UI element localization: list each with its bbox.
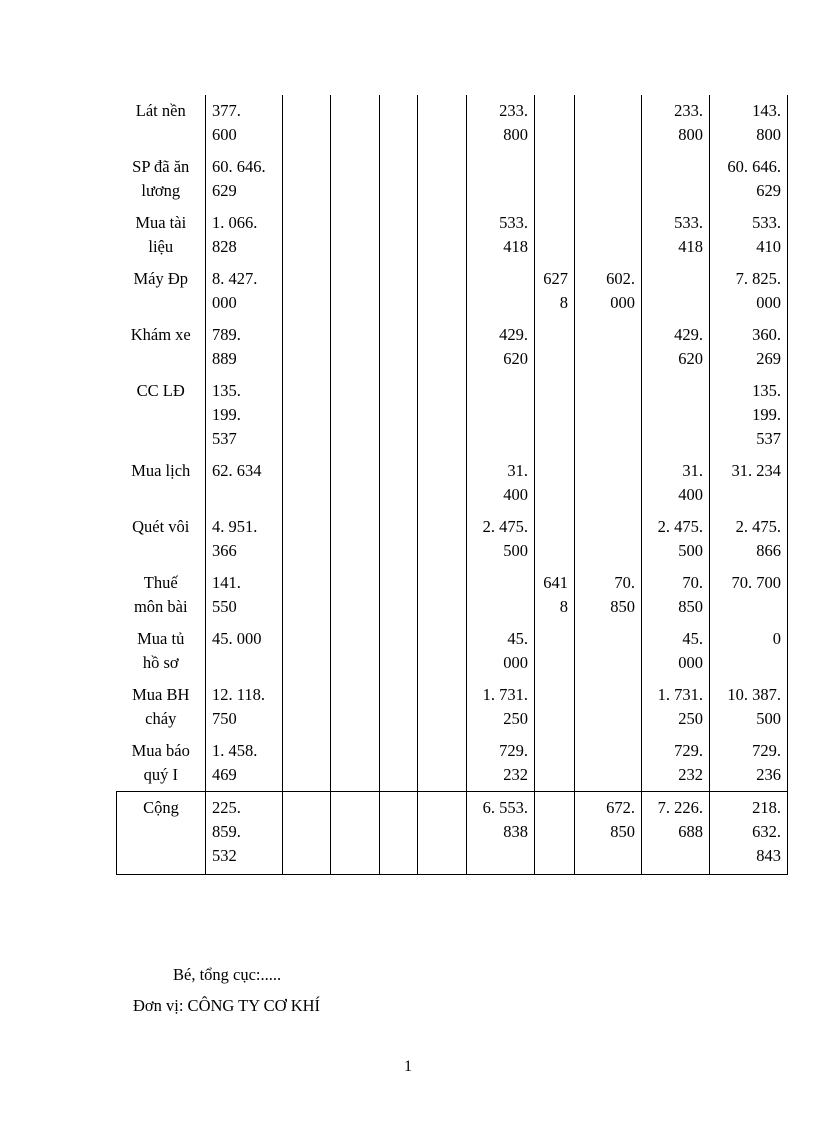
value-cell [380,375,418,455]
cell-line: 7. 825. [735,269,781,288]
value-cell [467,735,535,792]
value-cell [575,679,642,735]
cell-line: Quét vôi [132,517,190,536]
cell-line: 838 [503,822,528,841]
cell-line: 688 [678,822,703,841]
value-cell [380,95,418,151]
value-cell [710,567,788,623]
value-cell [710,319,788,375]
cell-line: 600 [212,125,237,144]
cell-line: 45. 000 [212,629,262,648]
cell-line: 269 [756,349,781,368]
value-cell [467,95,535,151]
cell-line: 729. [752,741,781,760]
cell-line: 135. [752,381,781,400]
cell-line: 225. [212,798,241,817]
value-cell [418,95,467,151]
row-label-cell [117,95,206,151]
cell-line: Mua tủ [137,629,185,648]
cell-line: 533. [499,213,528,232]
total-row [117,792,788,875]
cell-line: 537 [756,429,781,448]
cell-line: 629 [212,181,237,200]
ledger-body [117,95,788,875]
cell-line: 828 [212,237,237,256]
value-cell [331,151,380,207]
table-row [117,623,788,679]
value-cell [283,792,331,875]
cell-line: 889 [212,349,237,368]
cell-line: 850 [610,597,635,616]
value-cell [575,511,642,567]
cell-line: 143. [752,101,781,120]
value-cell [331,455,380,511]
value-cell [710,455,788,511]
value-cell [642,455,710,511]
cell-line: quý I [143,765,178,784]
cell-line: 60. 646. [212,157,266,176]
value-cell [467,375,535,455]
value-cell [642,151,710,207]
cell-line: 000 [678,653,703,672]
cell-line: 843 [756,846,781,865]
value-cell [642,95,710,151]
cell-line: 629 [756,181,781,200]
cell-line: 500 [678,541,703,560]
value-cell [331,792,380,875]
value-cell [535,679,575,735]
cell-line: 1. 731. [657,685,703,704]
value-cell [380,679,418,735]
cell-line: 45. [682,629,703,648]
table-row [117,207,788,263]
value-cell [283,567,331,623]
cell-line: SP đã ăn [132,157,190,176]
cell-line: cháy [145,709,177,728]
table-row [117,567,788,623]
value-cell [331,95,380,151]
cell-line: 2. 475. [482,517,528,536]
cell-line: 400 [678,485,703,504]
value-cell [575,375,642,455]
value-cell [467,679,535,735]
value-cell [575,735,642,792]
row-label-cell [117,679,206,735]
value-cell [575,207,642,263]
table-row [117,679,788,735]
value-cell [575,95,642,151]
value-cell [331,207,380,263]
cell-line: 620 [678,349,703,368]
value-cell [418,623,467,679]
cell-line: Thuế [143,573,178,592]
value-cell [206,567,283,623]
cell-line: 1. 731. [482,685,528,704]
value-cell [535,792,575,875]
cell-line: 729. [674,741,703,760]
cell-line: 8 [559,293,568,312]
value-cell [206,375,283,455]
cell-line: 469 [212,765,237,784]
value-cell [535,263,575,319]
cell-line: 31. [507,461,528,480]
row-label-cell [117,455,206,511]
value-cell [380,455,418,511]
value-cell [467,455,535,511]
value-cell [380,792,418,875]
table-row [117,735,788,792]
cell-line: Khám xe [130,325,191,344]
value-cell [575,792,642,875]
value-cell [642,319,710,375]
cell-line: 0 [772,629,781,648]
cell-line: 236 [756,765,781,784]
cell-line: 627 [543,269,568,288]
value-cell [710,511,788,567]
cell-line: 6. 553. [482,798,528,817]
value-cell [380,567,418,623]
value-cell [206,207,283,263]
value-cell [535,623,575,679]
cell-line: 850 [678,597,703,616]
table-row [117,319,788,375]
cell-line: 620 [503,349,528,368]
value-cell [283,207,331,263]
cell-line: 199. [212,405,241,424]
table-row [117,375,788,455]
cell-line: 429. [674,325,703,344]
value-cell [418,735,467,792]
cell-line: 800 [503,125,528,144]
cell-line: 8 [559,597,568,616]
value-cell [642,735,710,792]
cell-line: 729. [499,741,528,760]
cell-line: 533. [752,213,781,232]
value-cell [206,95,283,151]
footer-unit-line: Đơn vị: CÔNG TY CƠ KHÍ [133,996,321,1015]
row-label-cell [117,375,206,455]
value-cell [535,151,575,207]
cell-line: 233. [674,101,703,120]
value-cell [418,207,467,263]
cell-line: 250 [503,709,528,728]
value-cell [710,263,788,319]
value-cell [467,207,535,263]
value-cell [535,95,575,151]
value-cell [710,792,788,875]
cell-line: Mua báo [131,741,190,760]
cell-line: 218. [752,798,781,817]
cell-line: 641 [543,573,568,592]
value-cell [642,792,710,875]
cell-line: 410 [756,237,781,256]
cell-line: 602. [606,269,635,288]
value-cell [206,151,283,207]
cell-line: 377. [212,101,241,120]
value-cell [283,319,331,375]
cell-line: 550 [212,597,237,616]
value-cell [642,679,710,735]
value-cell [283,95,331,151]
cell-line: 232 [503,765,528,784]
value-cell [331,679,380,735]
cell-line: 62. 634 [212,461,262,480]
cell-line: Mua BH [132,685,190,704]
value-cell [283,735,331,792]
value-cell [710,623,788,679]
table-row [117,95,788,151]
value-cell [380,623,418,679]
value-cell [206,623,283,679]
cell-line: 8. 427. [212,269,258,288]
cell-line: 250 [678,709,703,728]
footer-agency-line: Bé, tổng cục:..... [173,965,282,984]
cell-line: 789. [212,325,241,344]
cell-line: lương [141,181,181,200]
value-cell [467,792,535,875]
value-cell [418,511,467,567]
value-cell [642,207,710,263]
value-cell [283,455,331,511]
row-label-cell [117,319,206,375]
value-cell [418,455,467,511]
cell-line: 537 [212,429,237,448]
cell-line: 135. [212,381,241,400]
row-label-cell [117,792,206,875]
cell-line: 850 [610,822,635,841]
cell-line: Mua lịch [131,461,191,480]
value-cell [206,319,283,375]
value-cell [575,263,642,319]
value-cell [206,792,283,875]
value-cell [380,735,418,792]
value-cell [206,511,283,567]
row-label-cell [117,623,206,679]
value-cell [283,679,331,735]
value-cell [331,623,380,679]
value-cell [575,151,642,207]
cell-line: 31. [682,461,703,480]
cell-line: 429. [499,325,528,344]
value-cell [418,263,467,319]
cell-line: 141. [212,573,241,592]
cell-line: 000 [756,293,781,312]
table-row [117,151,788,207]
table-row [117,455,788,511]
value-cell [418,679,467,735]
value-cell [283,151,331,207]
cell-line: 000 [212,293,237,312]
cell-line: 10. 387. [727,685,781,704]
value-cell [418,375,467,455]
cell-line: 500 [503,541,528,560]
cell-line: 000 [503,653,528,672]
table-row [117,511,788,567]
value-cell [710,735,788,792]
value-cell [467,263,535,319]
cell-line: CC LĐ [136,381,185,400]
cell-line: 7. 226. [657,798,703,817]
cell-line: 31. 234 [731,461,781,480]
cell-line: 533. [674,213,703,232]
value-cell [467,567,535,623]
cell-line: 70. [682,573,703,592]
row-label-cell [117,151,206,207]
value-cell [331,567,380,623]
value-cell [710,375,788,455]
cell-line: 12. 118. [212,685,266,704]
value-cell [535,207,575,263]
value-cell [283,375,331,455]
value-cell [331,511,380,567]
value-cell [206,735,283,792]
cell-line: 632. [752,822,781,841]
value-cell [467,151,535,207]
value-cell [535,375,575,455]
value-cell [467,623,535,679]
cell-line: 232 [678,765,703,784]
cell-line: 859. [212,822,241,841]
value-cell [710,151,788,207]
cell-line: 866 [756,541,781,560]
row-label-cell [117,735,206,792]
value-cell [642,511,710,567]
cell-line: 000 [610,293,635,312]
value-cell [710,95,788,151]
cell-line: 2. 475. [735,517,781,536]
cell-line: 750 [212,709,237,728]
cell-line: 2. 475. [657,517,703,536]
row-label-cell [117,207,206,263]
cell-line: Mua tài [135,213,187,232]
value-cell [418,319,467,375]
cell-line: 60. 646. [727,157,781,176]
cell-line: 500 [756,709,781,728]
page-number: 1 [404,1058,412,1075]
value-cell [575,623,642,679]
cell-line: Cộng [143,798,179,817]
value-cell [710,679,788,735]
value-cell [575,455,642,511]
value-cell [380,207,418,263]
value-cell [283,263,331,319]
value-cell [380,263,418,319]
value-cell [206,263,283,319]
value-cell [380,151,418,207]
cell-line: 672. [606,798,635,817]
cell-line: 45. [507,629,528,648]
value-cell [418,792,467,875]
cell-line: hồ sơ [142,653,179,672]
value-cell [535,319,575,375]
value-cell [331,735,380,792]
cell-line: 400 [503,485,528,504]
value-cell [331,319,380,375]
value-cell [535,455,575,511]
value-cell [535,735,575,792]
value-cell [575,319,642,375]
cell-line: 360. [752,325,781,344]
value-cell [535,567,575,623]
ledger-table [116,95,788,875]
cell-line: Lát nền [135,101,186,120]
value-cell [642,375,710,455]
cell-line: 1. 066. [212,213,258,232]
cell-line: 199. [752,405,781,424]
value-cell [642,263,710,319]
cell-line: 800 [678,125,703,144]
value-cell [467,319,535,375]
cell-line: 366 [212,541,237,560]
cell-line: môn bài [133,597,188,616]
value-cell [283,511,331,567]
value-cell [642,567,710,623]
value-cell [206,455,283,511]
value-cell [467,511,535,567]
row-label-cell [117,263,206,319]
value-cell [418,151,467,207]
value-cell [642,623,710,679]
value-cell [380,511,418,567]
value-cell [535,511,575,567]
value-cell [575,567,642,623]
value-cell [206,679,283,735]
cell-line: 418 [503,237,528,256]
table-row [117,263,788,319]
value-cell [710,207,788,263]
cell-line: 532 [212,846,237,865]
row-label-cell [117,511,206,567]
value-cell [380,319,418,375]
cell-line: 4. 951. [212,517,258,536]
cell-line: 1. 458. [212,741,258,760]
cell-line: Máy Đp [133,269,189,288]
value-cell [331,375,380,455]
value-cell [418,567,467,623]
cell-line: 800 [756,125,781,144]
value-cell [283,623,331,679]
row-label-cell [117,567,206,623]
cell-line: 233. [499,101,528,120]
cell-line: liệu [148,237,174,256]
cell-line: 70. [614,573,635,592]
cell-line: 418 [678,237,703,256]
cell-line: 70. 700 [731,573,781,592]
value-cell [331,263,380,319]
